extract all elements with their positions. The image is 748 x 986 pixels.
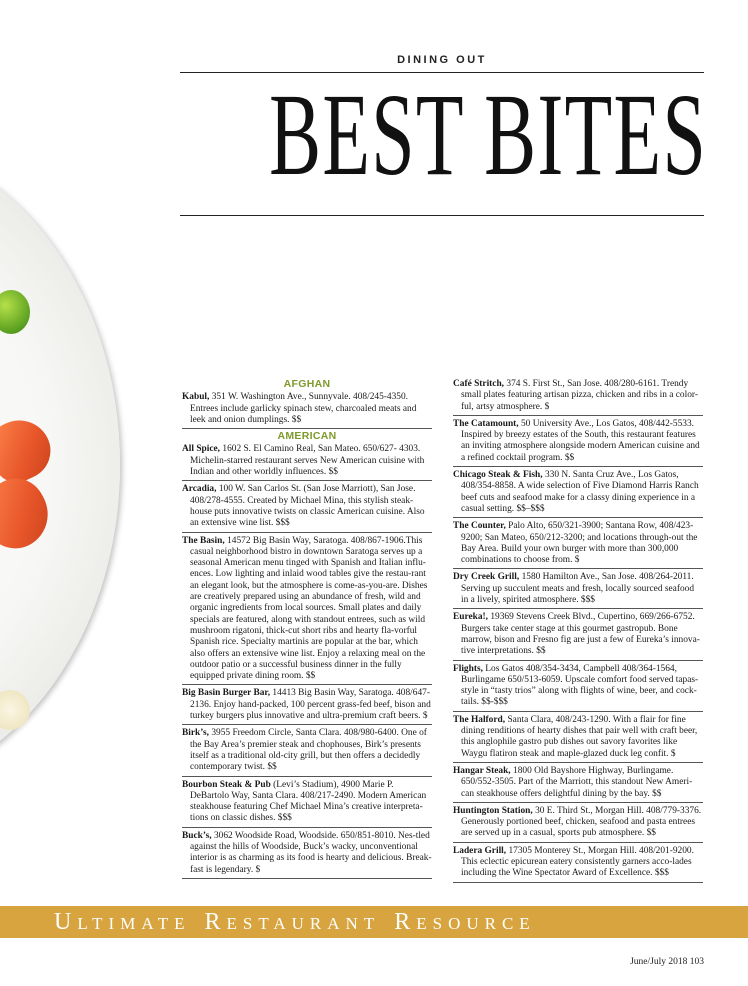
restaurant-name: The Basin, <box>182 535 225 546</box>
section-kicker: DINING OUT <box>397 54 487 66</box>
listing-entry <box>453 611 703 660</box>
restaurant-details: Palo Alto, 650/321-3900; Santana Row, 408/423-9200; San Mateo, 650/212-3200; and locations through-out the Bay Area. Build your own burger with more than 300,000 combinations to choose from. $ <box>461 521 698 566</box>
listing-entry <box>182 830 432 879</box>
restaurant-details: 17305 Monterey St., Morgan Hill. 408/201-9200. This eclectic epicurean eatery consistently garners acco-lades including the Wine Spectator Award of Excellence. $$$ <box>461 845 694 879</box>
listing-entry <box>182 687 432 725</box>
listing-entry <box>182 779 432 828</box>
footer-banner <box>0 906 748 938</box>
restaurant-name: Ladera Grill, <box>453 845 507 856</box>
restaurant-details: 3955 Freedom Circle, Santa Clara. 408/980-6400. One of the Bay Area’s premier steak and chophouses, Birk’s presents itself as a traditional old-city grill, but then offers a decidedly contemporary twist. $$ <box>190 728 427 773</box>
listing-entry <box>453 571 703 609</box>
restaurant-name: All Spice, <box>182 444 221 455</box>
restaurant-name: Dry Creek Grill, <box>453 572 520 583</box>
banner-text: ULTIMATE RESTAURANT RESOURCE <box>54 909 536 935</box>
restaurant-details: (Levi’s Stadium), 4900 Marie P. DeBartolo Way, Santa Clara. 408/217-2490. Modern American steakhouse featuring Chef Michael Mina’s creative interpreta-tions on classic dishes. $$$ <box>190 779 427 824</box>
listing-entry <box>453 805 703 843</box>
restaurant-details: 30 E. Third St., Morgan Hill. 408/779-3376. Generously portioned beef, chicken, seafood and pasta entrees are served up in a casual, sports pub atmosphere. $$ <box>461 805 702 839</box>
listing-entry <box>453 378 703 416</box>
restaurant-details: 374 S. First St., San Jose. 408/280-6161. Trendy small plates featuring artisan pizza, chicken and ribs in a color-ful, artsy atmosphere. $ <box>461 379 698 412</box>
restaurant-details: Santa Clara, 408/243-1290. With a flair for fine dining renditions of hearty dishes that pair well with craft beer, this anglophile gastro pub dishes out savory favorites like Waygu flatiron steak and maple-glazed duck leg confit. $ <box>461 714 698 759</box>
right-column <box>453 378 703 885</box>
restaurant-details: 19369 Stevens Creek Blvd., Cupertino, 669/266-6752. Burgers take center stage at this gourmet gastropub. Bone marrow, bison and Fresno fig are just a few of Eureka’s innova-tive interpretations. $$ <box>461 612 700 657</box>
bottom-rule <box>180 215 704 216</box>
page-folio: June/July 2018 103 <box>630 957 704 967</box>
restaurant-name: Café Stritch, <box>453 379 505 389</box>
restaurant-details: 14413 Big Basin Way, Saratoga. 408/647-2136. Enjoy hand-packed, 100 percent grass-fed beef, bison and turkey burgers plus innovative and ultra-premium craft beers. $ <box>190 688 431 722</box>
listing-entry <box>453 765 703 803</box>
restaurant-name: Eureka!, <box>453 612 488 623</box>
category-heading: AMERICAN <box>277 430 337 443</box>
listing-entry <box>182 727 432 776</box>
page-headline: BEST BITES <box>269 69 708 200</box>
restaurant-name: Big Basin Burger Bar, <box>182 688 271 699</box>
listing-entry <box>182 483 432 532</box>
restaurant-details: 3062 Woodside Road, Woodside. 650/851-8010. Nes-tled against the hills of Woodside, Buck’s wacky, unconventional interior is as charming as its food is hearty and delicious. Break-fast is legendary. $ <box>190 830 432 875</box>
restaurant-name: The Counter, <box>453 521 506 532</box>
restaurant-name: Bourbon Steak & Pub <box>182 779 271 790</box>
restaurant-details: 1580 Hamilton Ave., San Jose. 408/264-2011. Serving up succulent meats and fresh, locally sourced seafood in a lively, spirited atmosphere. $$$ <box>461 572 695 606</box>
restaurant-details: 330 N. Santa Cruz Ave., Los Gatos, 408/354-8858. A wide selection of Five Diamond Harris Ranch beef cuts and seafood make for a classy dining experience in a casual setting. $$–$$$ <box>461 470 699 514</box>
restaurant-name: Buck’s, <box>182 830 212 841</box>
restaurant-details: 14572 Big Basin Way, Saratoga. 408/867-1906.This casual neighborhood bistro in downtown Saratoga serves up a seasonal American menu tinged with Spanish and Italian influ-ences. Low lighting and inlaid wood tables give the restau-rant an elegant look, but the atmosphere is come-as-you-are. Dishes are creatively prepared using an abundance of fresh, wild and organic ingredients from local sources. Small plates and daily specials are featured, along with standout entrees, such as wild mushroom rigatoni, thick-cut short ribs and hearty fla-vorful Spanish rice. Specialty martinis are popular at the bar, which also offers an extensive wine list. Enjoy a relaxing meal on the outdoor patio or a successful business dinner in the fully equipped private dining room. $$ <box>190 535 428 682</box>
restaurant-name: Huntington Station, <box>453 805 533 816</box>
restaurant-name: The Catamount, <box>453 418 519 429</box>
restaurant-name: Birk’s, <box>182 728 209 739</box>
category-heading: AFGHAN <box>283 378 331 390</box>
listing-entry <box>453 845 703 883</box>
listing-entry <box>453 520 703 569</box>
restaurant-name: Chicago Steak & Fish, <box>453 470 543 481</box>
restaurant-name: Flights, <box>453 663 483 674</box>
listing-entry <box>182 535 432 686</box>
restaurant-name: Arcadia, <box>182 484 217 495</box>
listing-entry <box>453 663 703 712</box>
restaurant-details: 1800 Old Bayshore Highway, Burlingame. 650/552-3505. Part of the Marriott, this standout New Ameri-can steakhouse offers delightful dining by the bay. $$ <box>461 765 693 799</box>
restaurant-details: 1602 S. El Camino Real, San Mateo. 650/627- 4303. Michelin-starred restaurant serves New American cuisine with Indian and other worldly influences. $$ <box>190 444 425 478</box>
listing-entry <box>182 391 432 429</box>
restaurant-name: Hangar Steak, <box>453 765 511 776</box>
listing-entry <box>453 418 703 467</box>
listing-entry <box>453 469 703 518</box>
listing-entry <box>182 443 432 481</box>
restaurant-details: 100 W. San Carlos St. (San Jose Marriott), San Jose. 408/278-4555. Created by Michael Mina, this stylish steak-house puts innovative twists on classic American cuisine. Also an extensive wine list. $$$ <box>190 484 425 529</box>
listing-entry <box>453 714 703 763</box>
restaurant-details: 351 W. Washington Ave., Sunnyvale. 408/245-4350. Entrees include garlicky spinach stew, charcoaled meats and leek and onion dumplings. $$ <box>190 392 417 425</box>
restaurant-name: Kabul, <box>182 392 210 403</box>
restaurant-details: Los Gatos 408/354-3434, Campbell 408/364-1564, Burlingame 650/513-6059. Upscale comfort food served tapas-style in “tasty trios” along with flights of wine, beer, and cock-tails. $$-$$$ <box>461 663 699 708</box>
restaurant-details: 50 University Ave., Los Gatos, 408/442-5533. Inspired by breezy estates of the South, this restaurant features an inviting atmosphere alongside modern American cuisine and a refined cocktail program. $$ <box>461 418 700 463</box>
left-column <box>182 378 432 881</box>
restaurant-name: The Halford, <box>453 714 506 725</box>
